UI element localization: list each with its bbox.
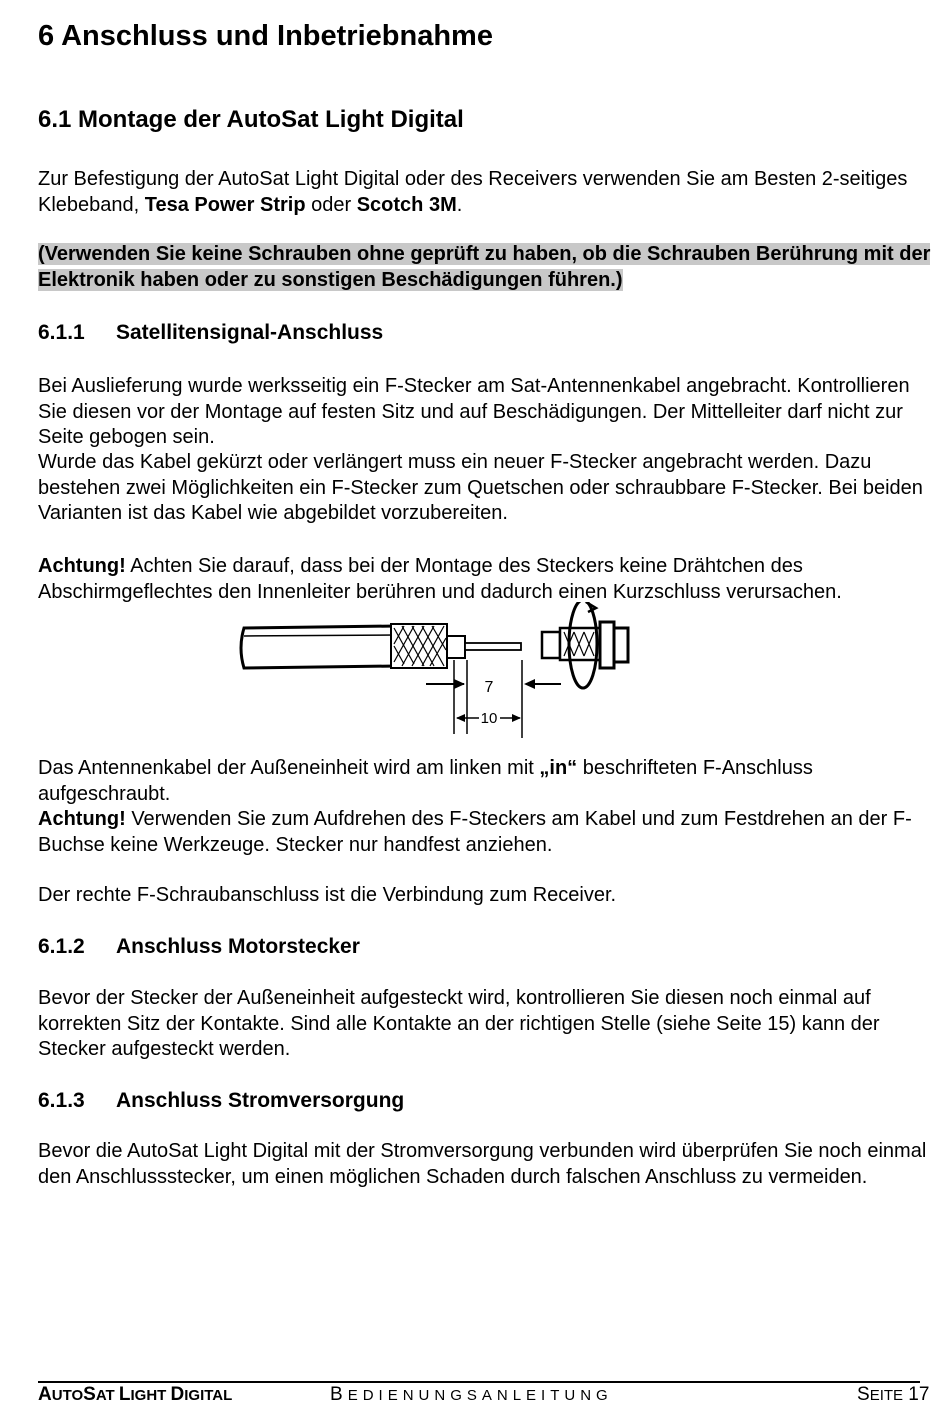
paragraph-613: Bevor die AutoSat Light Digital mit der Stromversorgung verbunden wird überprüfen Sie noch einmal den Anschlussstecker, um einen möglichen Schaden durch falschen Anschluss zu vermeiden.: [38, 1140, 927, 1188]
paragraph-612: Bevor der Stecker der Außeneinheit aufgesteckt wird, kontrollieren Sie diesen noch einmal auf korrekten Sitz der Kontakte. Sind alle Kontakte an der richtigen Stelle (siehe Seite 15) kann der Stecker aufgesteckt werden.: [38, 987, 880, 1060]
achtung-note-1: Achtung! Achten Sie darauf, dass bei der Montage des Steckers keine Drähtchen des Abschirmgeflechtes den Innenleiter berühren und dadurch einen Kurzschluss verursachen.: [38, 555, 842, 603]
footer-page-number: SEITE 17: [857, 1384, 930, 1405]
paragraph-antenne: Das Antennenkabel der Außeneinheit wird am linken mit „in“ beschrifteten F-Anschluss aufgeschraubt.: [38, 757, 813, 805]
paragraph-receiver: Der rechte F-Schraubanschluss ist die Verbindung zum Receiver.: [38, 884, 617, 906]
paragraph-611-b: Wurde das Kabel gekürzt oder verlängert muss ein neuer F-Stecker angebracht werden. Dazu bestehen zwei Möglichkeiten ein F-Stecker zum Quetschen oder schraubbare F-Stecker. Bei beiden Varianten ist das Kabel wie abgebildet vorzubereiten.: [38, 451, 923, 524]
dimension-10-label: 10: [480, 710, 498, 727]
screw-warning: (Verwenden Sie keine Schrauben ohne geprüft zu haben, ob die Schrauben Berührung mit der Elektronik haben oder zu sonstigen Beschädigungen führen.): [38, 243, 931, 291]
section-heading: 6.1 Montage der AutoSat Light Digital: [38, 106, 464, 133]
subsection-heading-613: 6.1.3 Anschluss Stromversorgung: [38, 1089, 405, 1112]
footer-product-name: AUTOSAT LIGHT DIGITAL: [38, 1384, 233, 1405]
cable-preparation-figure: [236, 602, 636, 747]
cable-diagram: [236, 602, 636, 742]
dimension-7-label: 7: [484, 679, 494, 696]
paragraph-befestigung: Zur Befestigung der AutoSat Light Digital oder des Receivers verwenden Sie am Besten 2-seitiges Klebeband, Tesa Power Strip oder Scotch 3M.: [38, 168, 908, 216]
paragraph-611-a: Bei Auslieferung wurde werksseitig ein F-Stecker am Sat-Antennenkabel angebracht. Kontrollieren Sie diesen vor der Montage auf festen Sitz und auf Beschädigungen. Der Mittelleiter darf nicht zur Seite gebogen sein.: [38, 375, 910, 448]
subsection-heading-611: 6.1.1 Satellitensignal-Anschluss: [38, 321, 384, 344]
subsection-heading-612: 6.1.2 Anschluss Motorstecker: [38, 935, 360, 958]
chapter-heading: 6 Anschluss und Inbetriebnahme: [38, 20, 493, 52]
footer-rule: [38, 1381, 920, 1383]
achtung-note-2: Achtung! Verwenden Sie zum Aufdrehen des F-Steckers am Kabel und zum Festdrehen an der F-Buchse keine Werkzeuge. Stecker nur handfest anziehen.: [38, 808, 912, 856]
footer-document-type: BEDIENUNGSANLEITUNG: [330, 1384, 613, 1405]
